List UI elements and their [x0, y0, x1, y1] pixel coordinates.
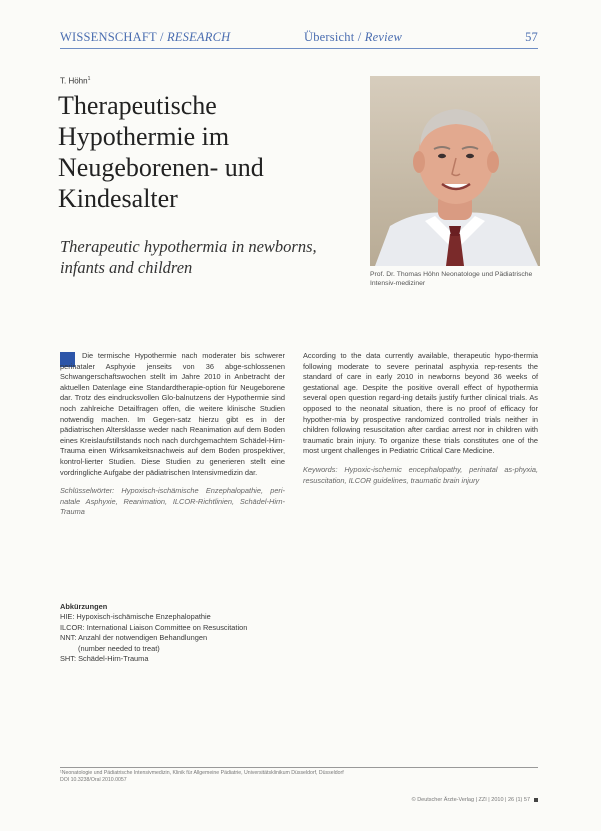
- abbreviation-item: NNT: Anzahl der notwendigen Behandlungen: [60, 633, 208, 643]
- abstract-german-text: Die termische Hypothermie nach moderater bis schwerer perinataler Asphyxie jenseits von 36 abge-schlossenen Schwangerschaftswochen stellt im Jahre 2010 in Anbetracht der aktuellen Datenlage eine Standardtherapie-option für Neugeborene dar. Trotz des eindrucksvollen Glo-balnutzens der Hypothermie sind noch zahlreiche Detailfragen offen, die weitere klinische Studien notwendig machen. Im Gegen-satz hierzu gibt es in der pädiatrischen Altersklasse weder nach Reanimation auf dem Boden eines Kreislaufstillstands noch nach durchgemachtem Schädel-Hirn-Trauma einen Wirksamkeitsnachweis auf dem Boden prospektiver, kontrol-lierter Studien. Diese Studien zu generieren stellt eine vordringliche Aufgabe der pädiatrischen Intensivmedizin dar.: [60, 351, 285, 477]
- article-title: Therapeutische Hypothermie im Neugeborenen- und Kindesalter: [58, 91, 264, 213]
- footer-affiliation: ¹Neonatologie und Pädiatrische Intensivmedizin, Klinik für Allgemeine Pädiatrie, Universitätsklinikum Düsseldorf, Düsseldorf: [60, 770, 344, 776]
- header-section: WISSENSCHAFT / RESEARCH: [60, 30, 231, 44]
- keywords-german: Schlüsselwörter: Hypoxisch-ischämische Enzephalopathie, peri-natale Asphyxie, Reanimation, ILCOR-Richtlinien, Schädel-Hirn-Trauma: [60, 486, 285, 517]
- abstract-english-text: According to the data currently available, therapeutic hypo-thermia following moderate to severe perinatal asphyxia rep-resents the standard of care in early 2010 in newborns beyond 36 weeks of gestational age. Despite the positive overall effect of hypothermia several open question regard-ing details justify further clinical trials. As opposed to the neonatal situation, there is no proof of efficacy for hypother-mia by prospective randomized controlled trials neither in children following resuscitation after cardiac arrest nor in children with traumatic brain injury. To organize these trials constitutes one of the most urgent challenges in Pediatric Critical Care Medicine.: [303, 351, 538, 456]
- author-line: T. Höhn$^1$: [60, 76, 91, 86]
- page-number: 57: [525, 30, 538, 44]
- abbreviation-item: SHT: Schädel-Hirn-Trauma: [60, 654, 149, 664]
- header-rule: [60, 48, 538, 49]
- abbreviations-heading: Abkürzungen: [60, 602, 108, 611]
- footer-doi: DOI 10.3238/Oral 2010.0057: [60, 777, 127, 783]
- keywords-english: Keywords: Hypoxic-ischemic encephalopathy, perinatal as-phyxia, resuscitation, ILCOR guidelines, traumatic brain injury: [303, 464, 538, 485]
- abstract-german: [60, 351, 285, 518]
- abbreviation-item: HIE: Hypoxisch-ischämische Enzephalopathie: [60, 612, 211, 622]
- footer-rule: [60, 767, 538, 768]
- article-subtitle: Therapeutic hypothermia in newborns, infants and children: [60, 237, 317, 277]
- abstract-english: [303, 351, 538, 486]
- publisher-line: © Deutscher Ärzte-Verlag | ZZI | 2010 | 26 (1) 57: [412, 797, 538, 803]
- abbreviations-list: [60, 602, 320, 664]
- header-category: Übersicht / Review: [304, 30, 403, 44]
- author-photo: [370, 76, 540, 266]
- photo-caption: Prof. Dr. Thomas Höhn Neonatologe und Pädiatrische Intensiv-mediziner: [370, 271, 533, 287]
- abbreviation-item: ILCOR: International Liaison Committee on Resuscitation: [60, 622, 248, 632]
- end-marker: [534, 798, 538, 802]
- footer-notes: [60, 770, 538, 784]
- abbreviation-item-continuation: (number needed to treat): [78, 643, 160, 653]
